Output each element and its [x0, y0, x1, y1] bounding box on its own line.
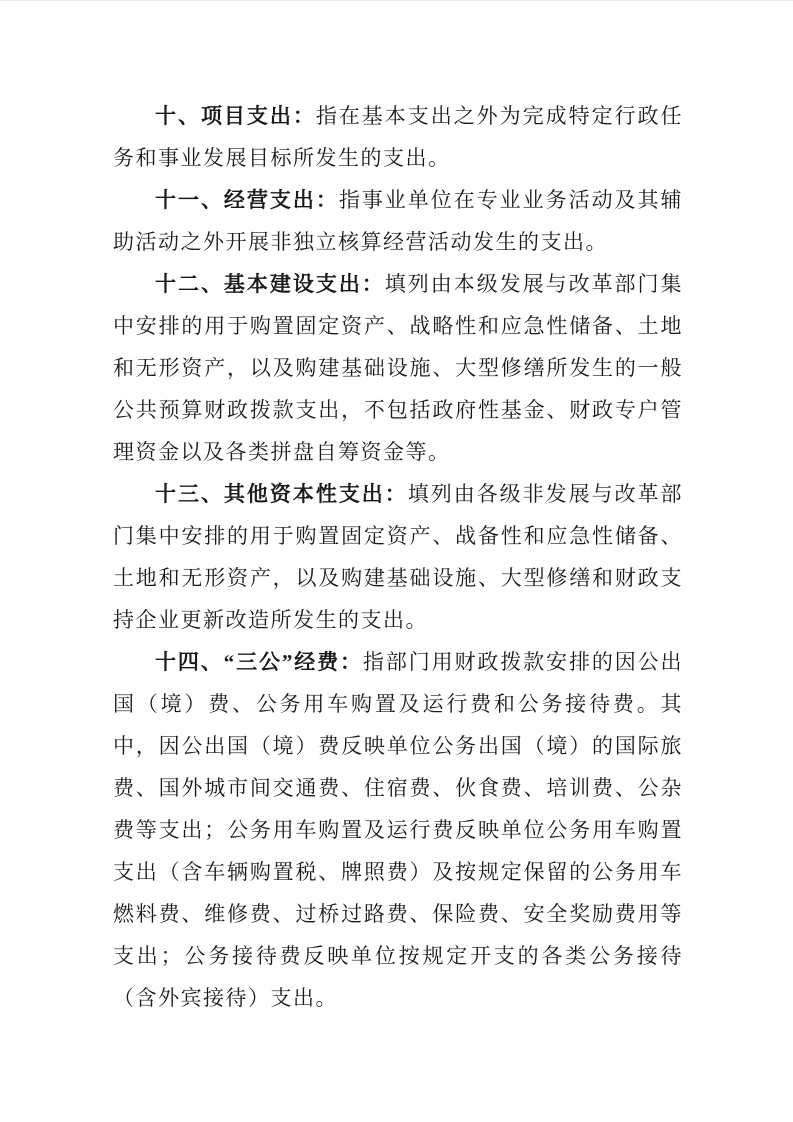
definition-text-capital-construction-expenditure: 填列由本级发展与改革部门集中安排的用于购置固定资产、战略性和应急性储备、土地和无形资产，以及购建基础设施、大型修缮所发生的一般公共预算财政拨款支出，不包括政府性基金、财政专户管理资金以及各类拼盘自筹资金等。 — [113, 272, 684, 464]
definition-text-project-expenditure: 指在基本支出之外为完成特定行政任务和事业发展目标所发生的支出。 — [113, 104, 684, 170]
term-label-three-public-funds: 十四、“三公”经费： — [155, 650, 363, 674]
paragraph-12-capital-construction-expenditure — [113, 263, 683, 473]
definition-text-other-capital-expenditure: 填列由各级非发展与改革部门集中安排的用于购置固定资产、战备性和应急性储备、土地和无形资产，以及购建基础设施、大型修缮和财政支持企业更新改造所发生的支出。 — [113, 482, 683, 632]
paragraph-10-project-expenditure — [113, 95, 683, 179]
definition-text-operating-expenditure: 指事业单位在专业业务活动及其辅助活动之外开展非独立核算经营活动发生的支出。 — [113, 188, 684, 254]
term-label-other-capital-expenditure: 十三、其他资本性支出： — [155, 482, 408, 506]
paragraph-11-operating-expenditure — [113, 179, 683, 263]
term-label-project-expenditure: 十、项目支出： — [155, 104, 316, 128]
document-text-block — [113, 95, 683, 1019]
paragraph-13-other-capital-expenditure — [113, 473, 683, 641]
definition-text-three-public-funds: 指部门用财政拨款安排的因公出国（境）费、公务用车购置及运行费和公务接待费。其中，因公出国（境）费反映单位公务出国（境）的国际旅费、国外城市间交通费、住宿费、伙食费、培训费、公杂费等支出；公务用车购置及运行费反映单位公务用车购置支出（含车辆购置税、牌照费）及按规定保留的公务用车燃料费、维修费、过桥过路费、保险费、安全奖励费用等支出；公务接待费反映单位按规定开支的各类公务接待（含外宾接待）支出。 — [113, 650, 684, 1010]
paragraph-14-three-public-funds — [113, 641, 683, 1019]
term-label-capital-construction-expenditure: 十二、基本建设支出： — [155, 272, 385, 296]
term-label-operating-expenditure: 十一、经营支出： — [155, 188, 339, 212]
